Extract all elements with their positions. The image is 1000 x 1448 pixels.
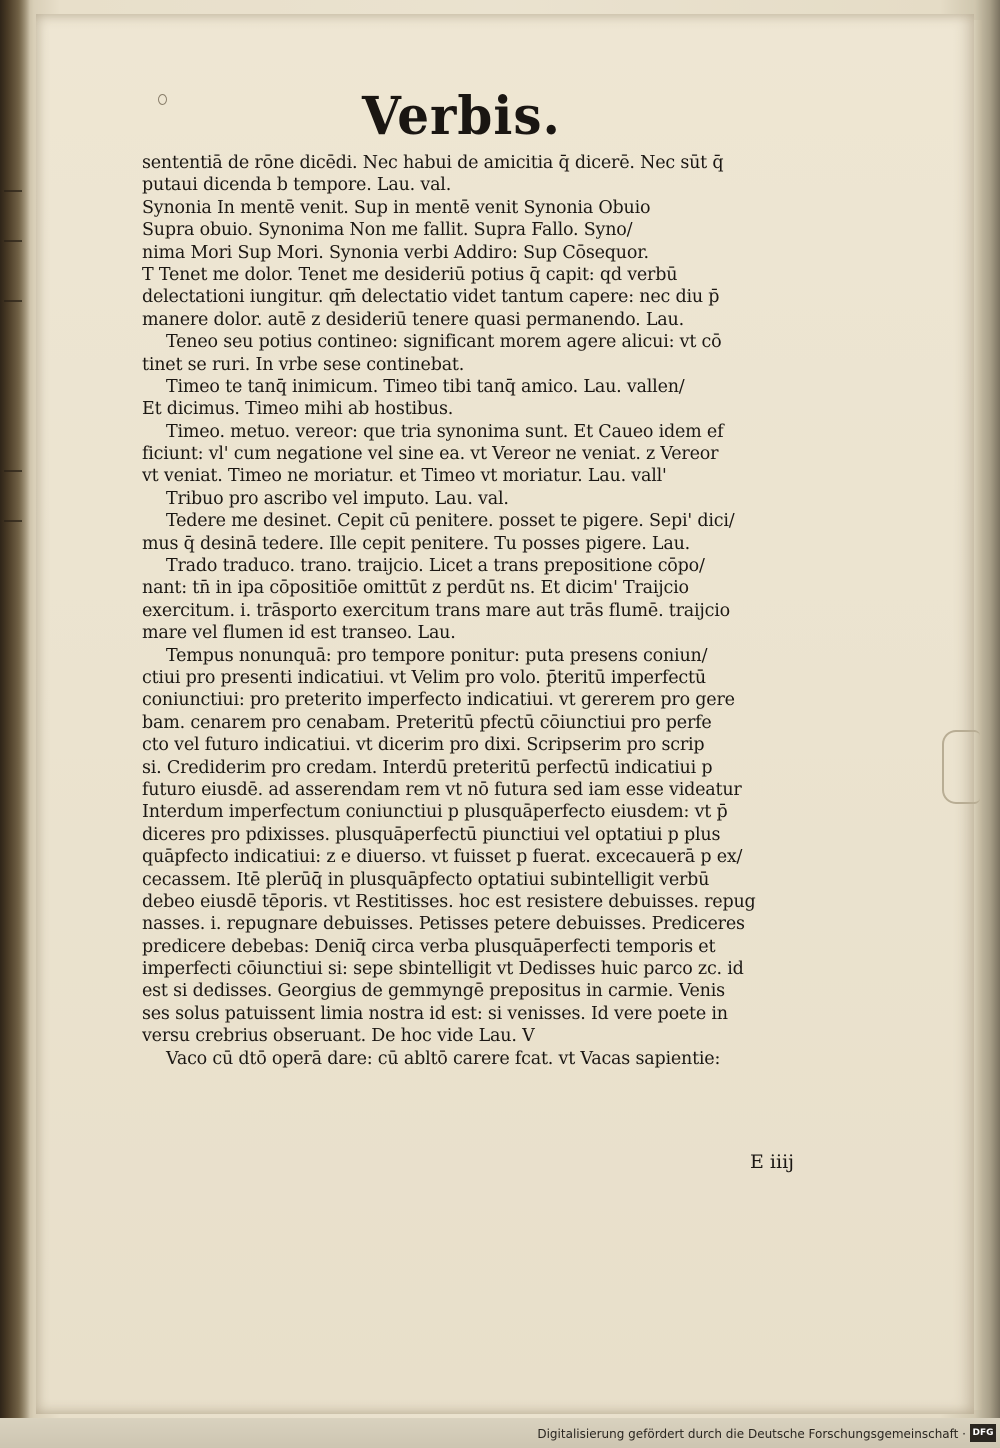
text-line: Vaco cū dtō operā dare: cū abltō carere fcat. vt Vacas sapientie: bbox=[166, 1048, 721, 1069]
text-line: bam. cenarem pro cenabam. Preteritū pfectū cōiunctiui pro perfe bbox=[142, 712, 712, 733]
text-line: cecassem. Itē plerūq̄ in plusquāpfecto optatiui subintelligit verbū bbox=[142, 869, 710, 890]
binding-fragment bbox=[4, 520, 22, 522]
text-line: ficiunt: vl' cum negatione vel sine ea. vt Vereor ne veniat. z Vereor bbox=[142, 444, 719, 465]
text-line: nant: tn̄ in ipa cōpositiōe omittūt z perdūt ns. Et dicim' Traijcio bbox=[142, 578, 689, 599]
text-line: si. Crediderim pro credam. Interdū preteritū perfectū indicatiui p bbox=[142, 757, 713, 778]
text-block bbox=[142, 152, 810, 1070]
text-line: exercitum. i. trāsporto exercitum trans mare aut trās flumē. traijcio bbox=[142, 600, 730, 621]
running-head: Verbis. bbox=[362, 84, 561, 147]
text-line: Timeo. metuo. vereor: que tria synonima sunt. Et Caueo idem ef bbox=[166, 421, 724, 442]
binding-fragment bbox=[4, 300, 22, 302]
text-line: Tribuo pro ascribo vel imputo. Lau. val. bbox=[166, 488, 509, 509]
text-line: predicere debebas: Deniq̄ circa verba plusquāperfecti temporis et bbox=[142, 936, 716, 957]
text-line: versu crebrius obseruant. De hoc vide Lau. V bbox=[142, 1026, 535, 1047]
text-line: Interdum imperfectum coniunctiui p plusquāperfecto eiusdem: vt p̄ bbox=[142, 802, 728, 823]
text-line: ctiui pro presenti indicatiui. vt Velim pro volo. p̄teritū imperfectū bbox=[142, 667, 706, 688]
text-line: diceres pro pdixisses. plusquāperfectū piunctiui vel optatiui p plus bbox=[142, 824, 721, 845]
signature-mark: E iiij bbox=[750, 1151, 795, 1173]
text-line: cto vel futuro indicatiui. vt dicerim pro dixi. Scripserim pro scrip bbox=[142, 735, 705, 756]
text-line: vt veniat. Timeo ne moriatur. et Timeo vt moriatur. Lau. vall' bbox=[142, 466, 667, 487]
text-line: mus q̄ desinā tedere. Ille cepit penitere. Tu posses pigere. Lau. bbox=[142, 533, 691, 554]
dfg-logo: DFG bbox=[970, 1424, 996, 1442]
text-line: Trado traduco. trano. traijcio. Licet a trans prepositione cōpo/ bbox=[166, 556, 705, 577]
text-line: Tempus nonunquā: pro tempore ponitur: puta presens coniun/ bbox=[166, 645, 708, 666]
text-line: sententiā de rōne dicēdi. Nec habui de amicitia q̄ dicerē. Nec sūt q̄ bbox=[142, 153, 724, 173]
text-line: tinet se ruri. In vrbe sese continebat. bbox=[142, 354, 465, 375]
text-line: imperfecti cōiunctiui si: sepe sbintelligit vt Dedisses huic parco zc. id bbox=[142, 959, 744, 980]
text-line: nima Mori Sup Mori. Synonia verbi Addiro: Sup Cōsequor. bbox=[142, 242, 649, 263]
text-line: Timeo te tanq̄ inimicum. Timeo tibi tanq̄ amico. Lau. vallen/ bbox=[166, 376, 685, 397]
text-line: Tedere me desinet. Cepit cū penitere. posset te pigere. Sepi' dici/ bbox=[166, 511, 735, 532]
text-line: delectationi iungitur. qm̄ delectatio videt tantum capere: nec diu p̄ bbox=[142, 287, 720, 308]
text-line: debeo eiusdē tēporis. vt Restitisses. hoc est resistere debuisses. repug bbox=[142, 891, 756, 912]
text-line: coniunctiui: pro preterito imperfecto indicatiui. vt gererem pro gere bbox=[142, 690, 735, 711]
text-line: nasses. i. repugnare debuisses. Petisses petere debuisses. Prediceres bbox=[142, 914, 745, 935]
text-line: manere dolor. autē z desideriū tenere quasi permanendo. Lau. bbox=[142, 309, 684, 330]
text-line: quāpfecto indicatiui: z e diuerso. vt fuisset p fuerat. excecauerā p ex/ bbox=[142, 847, 743, 868]
text-line: putaui dicenda b̄ tempore. Lau. val. bbox=[142, 175, 452, 196]
text-line: ses solus patuissent limia nostra id est: si venisses. Id vere poete in bbox=[142, 1003, 728, 1024]
text-line: futuro eiusdē. ad asserendam rem vt nō futura sed iam esse videatur bbox=[142, 779, 742, 800]
text-line: Teneo seu potius contineo: significant morem agere alicui: vt cō bbox=[166, 332, 722, 353]
text-line: Synonia In mentē venit. Sup in mentē venit Synonia Obuio bbox=[142, 197, 651, 218]
page-tab-mark bbox=[942, 730, 980, 804]
footer-credit: Digitalisierung gefördert durch die Deutsche Forschungsgemeinschaft · bbox=[537, 1427, 966, 1441]
text-line: mare vel flumen id est transeo. Lau. bbox=[142, 623, 456, 644]
text-line: T Tenet me dolor. Tenet me desideriū potius q̄ capit: qd verbū bbox=[142, 264, 678, 285]
binding-fragment bbox=[4, 240, 22, 242]
paper-hole bbox=[158, 94, 167, 105]
text-line: Supra obuio. Synonima Non me fallit. Supra Fallo. Syno/ bbox=[142, 220, 633, 241]
text-line: Et dicimus. Timeo mihi ab hostibus. bbox=[142, 399, 454, 420]
binding-fragment bbox=[4, 470, 22, 472]
page-edge bbox=[974, 20, 982, 1410]
binding-fragment bbox=[4, 190, 22, 192]
left-binding bbox=[0, 0, 30, 1448]
text-line: est si dedisses. Georgius de gemmyngē prepositus in carmie. Venis bbox=[142, 981, 725, 1002]
